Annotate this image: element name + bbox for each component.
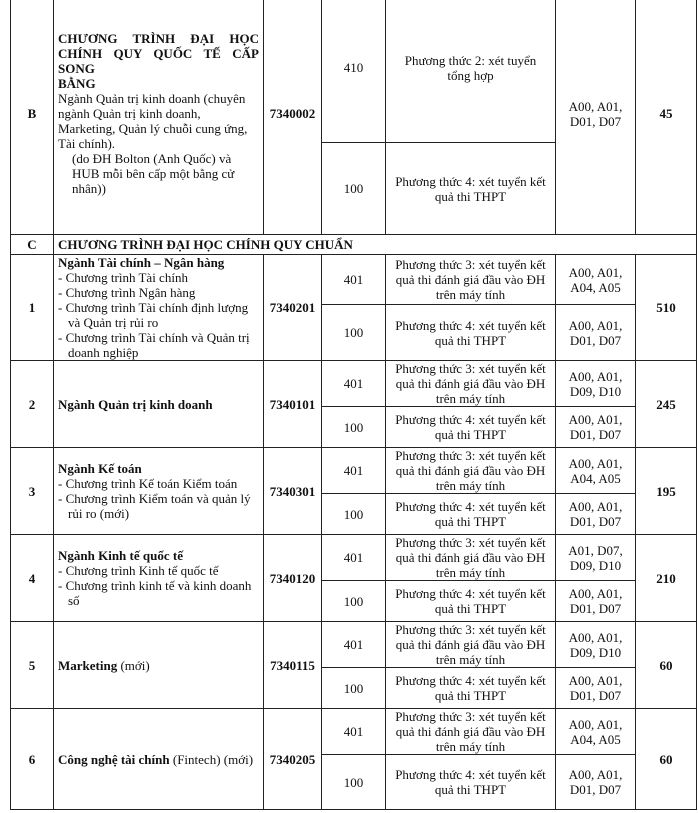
section-b-label: B (11, 0, 54, 235)
method-name: Phương thức 4: xét tuyển kết quả thi THPT (386, 407, 556, 448)
major-number: 3 (11, 448, 54, 535)
program-list (58, 270, 259, 360)
quota: 60 (636, 622, 697, 709)
method-name: Phương thức 3: xét tuyển kết quả thi đánh giá đầu vào ĐH trên máy tính (386, 622, 556, 668)
method-name: Phương thức 4: xét tuyển kết quả thi THPT (386, 668, 556, 709)
section-c-header-row (11, 235, 697, 255)
subject-combos: A00, A01, D01, D07 (556, 494, 636, 535)
major-code: 7340301 (264, 448, 322, 535)
major-row (11, 361, 697, 407)
major-name: Công nghệ tài chính (58, 751, 170, 767)
program-list (58, 563, 259, 608)
major-name-cell (54, 255, 264, 361)
major-row (11, 709, 697, 755)
subject-combos: A00, A01, A04, A05 (556, 255, 636, 305)
major-row (11, 535, 697, 581)
major-number: 1 (11, 255, 54, 361)
major-number: 2 (11, 361, 54, 448)
method-name: Phương thức 3: xét tuyển kết quả thi đánh giá đầu vào ĐH trên máy tính (386, 255, 556, 305)
major-number: 4 (11, 535, 54, 622)
major-number: 5 (11, 622, 54, 709)
section-b-code: 7340002 (264, 0, 322, 235)
section-b-description: Ngành Quản trị kinh doanh (chuyên ngành Quản trị kinh doanh, Marketing, Quản lý chuỗi cung ứng, Tài chính). (58, 91, 248, 151)
major-code: 7340201 (264, 255, 322, 361)
major-name-cell (54, 535, 264, 622)
section-b-row-1 (11, 0, 697, 143)
major-name-suffix: (mới) (117, 657, 150, 673)
major-name: Marketing (58, 657, 118, 673)
quota: 510 (636, 255, 697, 361)
method-name: Phương thức 4: xét tuyển kết quả thi THPT (386, 305, 556, 361)
major-row (11, 448, 697, 494)
quota: 60 (636, 709, 697, 810)
method-name: Phương thức 3: xét tuyển kết quả thi đánh giá đầu vào ĐH trên máy tính (386, 535, 556, 581)
major-name: Ngành Kế toán (58, 461, 142, 476)
major-name-suffix: (Fintech) (mới) (169, 751, 254, 767)
program-item: - Chương trình Kinh tế quốc tế (58, 563, 219, 578)
subject-combos: A00, A01, D01, D07 (556, 755, 636, 810)
method-name: Phương thức 2: xét tuyển tổng hợp (386, 0, 556, 143)
section-c-label: C (11, 235, 54, 255)
method-name: Phương thức 3: xét tuyển kết quả thi đánh giá đầu vào ĐH trên máy tính (386, 448, 556, 494)
method-code: 100 (322, 494, 386, 535)
method-code: 401 (322, 709, 386, 755)
method-code: 100 (322, 305, 386, 361)
major-row (11, 622, 697, 668)
method-code: 401 (322, 448, 386, 494)
method-name: Phương thức 4: xét tuyển kết quả thi THPT (386, 143, 556, 235)
section-b-note: (do ĐH Bolton (Anh Quốc) và HUB mỗi bên cấp một bằng cử nhân)) (72, 151, 235, 196)
method-code: 100 (322, 668, 386, 709)
admissions-table (10, 0, 697, 810)
method-name: Phương thức 4: xét tuyển kết quả thi THPT (386, 755, 556, 810)
program-item: - Chương trình Ngân hàng (58, 285, 196, 300)
subject-combos: A00, A01, D01, D07 (556, 0, 636, 235)
program-item: - Chương trình Kế toán Kiểm toán (58, 476, 238, 491)
major-name: Ngành Quản trị kinh doanh (58, 396, 213, 412)
major-row (11, 255, 697, 305)
method-code: 100 (322, 581, 386, 622)
subject-combos: A00, A01, A04, A05 (556, 709, 636, 755)
method-code: 401 (322, 535, 386, 581)
subject-combos: A00, A01, D01, D07 (556, 668, 636, 709)
quota: 210 (636, 535, 697, 622)
quota: 245 (636, 361, 697, 448)
major-name: Ngành Tài chính – Ngân hàng (58, 255, 225, 270)
subject-combos: A00, A01, D09, D10 (556, 361, 636, 407)
subject-combos: A00, A01, D01, D07 (556, 407, 636, 448)
method-name: Phương thức 3: xét tuyển kết quả thi đánh giá đầu vào ĐH trên máy tính (386, 361, 556, 407)
major-code: 7340120 (264, 535, 322, 622)
major-name-cell (54, 448, 264, 535)
program-item: - Chương trình Tài chính và Quản trị doanh nghiệp (58, 330, 250, 360)
major-name-cell (54, 361, 264, 448)
method-code: 401 (322, 622, 386, 668)
section-c-title: CHƯƠNG TRÌNH ĐẠI HỌC CHÍNH QUY CHUẨN (54, 235, 697, 255)
subject-combos: A00, A01, A04, A05 (556, 448, 636, 494)
section-b-title-line1: CHƯƠNG TRÌNH ĐẠI HỌC (58, 31, 259, 46)
method-name: Phương thức 4: xét tuyển kết quả thi THPT (386, 494, 556, 535)
method-code: 100 (322, 407, 386, 448)
major-name-cell (54, 622, 264, 709)
major-name: Ngành Kinh tế quốc tế (58, 548, 183, 563)
major-number: 6 (11, 709, 54, 810)
method-code: 100 (322, 755, 386, 810)
major-code: 7340205 (264, 709, 322, 810)
method-name: Phương thức 4: xét tuyển kết quả thi THPT (386, 581, 556, 622)
program-item: - Chương trình Tài chính định lượng và Quản trị rủi ro (58, 300, 249, 330)
subject-combos: A00, A01, D01, D07 (556, 581, 636, 622)
method-code: 100 (322, 143, 386, 235)
program-item: - Chương trình Kiểm toán và quản lý rủi ro (mới) (58, 491, 251, 521)
major-code: 7340115 (264, 622, 322, 709)
major-code: 7340101 (264, 361, 322, 448)
subject-combos: A00, A01, D09, D10 (556, 622, 636, 668)
subject-combos: A01, D07, D09, D10 (556, 535, 636, 581)
program-item: - Chương trình Tài chính (58, 270, 188, 285)
major-name-cell (54, 709, 264, 810)
quota: 45 (636, 0, 697, 235)
quota: 195 (636, 448, 697, 535)
subject-combos: A00, A01, D01, D07 (556, 305, 636, 361)
section-b-title-line3: BẰNG (58, 76, 96, 91)
method-name: Phương thức 3: xét tuyển kết quả thi đánh giá đầu vào ĐH trên máy tính (386, 709, 556, 755)
section-b-description-cell (54, 0, 264, 235)
program-item: - Chương trình kinh tế và kinh doanh số (58, 578, 252, 608)
program-list (58, 476, 259, 521)
method-code: 410 (322, 0, 386, 143)
method-code: 401 (322, 255, 386, 305)
section-b-title-line2: CHÍNH QUY QUỐC TẾ CẤP SONG (58, 46, 259, 76)
method-code: 401 (322, 361, 386, 407)
